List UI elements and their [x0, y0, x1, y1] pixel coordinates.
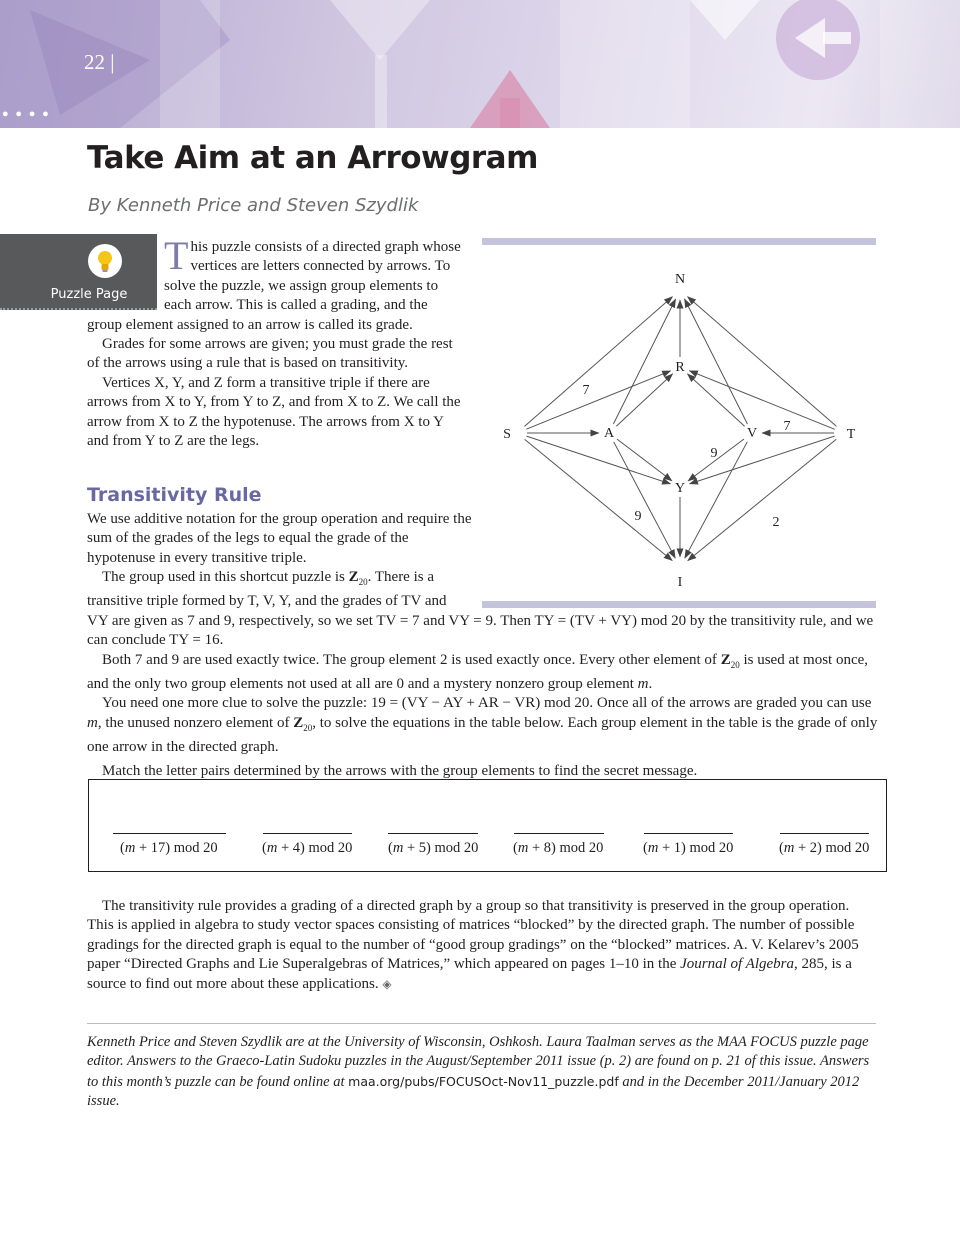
- edge-S-R: [526, 371, 670, 429]
- graph-vertices: [503, 272, 856, 590]
- applications-paragraph: The transitivity rule provides a grading of a directed graph by a group so that transitivity is preserved in the group operation. This is applied in algebra to study vector spaces consisting of matrices “blocked” by the directed graph. The number of possible gradings for the directed graph is equal to the number of “good group gradings” on the “blocked” matrices. A. V. Kelarev’s 2005 paper “Directed Graphs and Lie Superalgebras of Matrices,” which appeared on pages 1–10 in the Journal of Algebra, 285, is a source to find out more about these applications. ◈: [87, 898, 859, 992]
- additive-paragraph: We use additive notation for the group operation and require the sum of the grades of the legs to equal the grade of the hypotenuse in every transitive triple.: [87, 511, 472, 566]
- grades-paragraph: Grades for some arrows are given; you must grade the rest of the arrows using a rule that is based on transitivity.: [87, 336, 453, 372]
- intro-section: [87, 233, 464, 451]
- edge-S-Y: [527, 436, 671, 484]
- grade-labels: [583, 383, 791, 530]
- edge-S-I: [525, 439, 673, 560]
- grade-label: 2: [772, 515, 780, 530]
- edge-S-N: [525, 297, 673, 427]
- edge-A-I: [614, 442, 676, 558]
- mouse-icon: ◈: [382, 976, 392, 991]
- figure-top-rule: [482, 238, 876, 245]
- vertex-R: R: [675, 360, 685, 375]
- answer-blank[interactable]: [263, 833, 352, 834]
- answer-blank[interactable]: [113, 833, 226, 834]
- grade-label: 9: [710, 446, 718, 461]
- vertex-I: I: [677, 575, 683, 590]
- puzzle-page-label: Puzzle Page: [50, 287, 128, 302]
- vertices-paragraph: Vertices X, Y, and Z form a transitive triple if there are arrows from X to Y, from Y to Z, and from X to Z. We call the arrow from X to Z the hypotenuse. The arrows from X to Y and from Y to Z are the legs.: [87, 374, 461, 450]
- group-paragraph: The group used in this shortcut puzzle is $Z_{20}$. There is a transitive triple formed by T, V, Y, and the grades of TV and VY are given as 7 and 9, respectively, so we set TV = 7 and VY = 9. Then TY = (TV + VY) mod 20 by the transitivity rule, and we can conclude TY = 16.: [87, 569, 874, 649]
- vertex-A: A: [603, 426, 615, 441]
- drop-cap: T: [164, 233, 189, 278]
- answer-equation: (m + 17) mod 20: [120, 840, 218, 856]
- edge-T-N: [688, 297, 837, 427]
- grade-label: 9: [634, 509, 642, 524]
- applications-section: [87, 897, 879, 994]
- answer-blank[interactable]: [388, 833, 478, 834]
- edge-A-Y: [617, 439, 672, 481]
- vertex-N: N: [674, 272, 686, 287]
- tab-spacer: [87, 238, 164, 313]
- answer-equation: (m + 1) mod 20: [643, 840, 734, 856]
- edge-A-N: [613, 299, 675, 424]
- clue-paragraph: You need one more clue to solve the puzzle: 19 = (VY − AY + AR − VR) mod 20. Once all of the arrows are graded you can use m, the unused nonzero element of $Z_{20}$, to solve the equations in the table below. Each group element in the table is the grade of only one arrow in the directed graph.: [87, 695, 878, 756]
- byline: By Kenneth Price and Steven Szydlik: [88, 195, 419, 216]
- banner-arrow-graphics: [0, 0, 960, 128]
- answer-equation: (m + 8) mod 20: [513, 840, 604, 856]
- arrowgram-graph: [482, 245, 876, 602]
- figure-bottom-rule: [482, 601, 876, 608]
- edge-V-N: [685, 299, 748, 424]
- vertex-T: T: [846, 427, 856, 442]
- footer-url[interactable]: maa.org/pubs/FOCUSOct-Nov11_puzzle.pdf: [348, 1073, 619, 1089]
- header-banner: [0, 0, 960, 128]
- vertex-S: S: [503, 427, 511, 442]
- grade-label: 7: [582, 383, 590, 398]
- secret-message-box: [88, 779, 887, 872]
- vertex-V: V: [746, 426, 758, 441]
- footer-divider: [87, 1023, 876, 1024]
- footer-note: Kenneth Price and Steven Szydlik are at the University of Wisconsin, Oshkosh. Laura Taalman serves as the MAA FOCUS puzzle page editor. Answers to the Graeco-Latin Sudoku puzzles in the August/September 2011 issue (p. 2) are found on p. 21 of this issue. Answers to this month’s puzzle can be found online at maa.org/pubs/FOCUSOct-Nov11_puzzle.pdf and in the December 2011/January 2012 issue.: [87, 1034, 870, 1109]
- usage-paragraph: Both 7 and 9 are used exactly twice. The group element 2 is used exactly once. Every other element of $Z_{20}$ is used at most once, and the only two group elements not used at all are 0 and a mystery nonzero group element m.: [87, 651, 869, 693]
- grade-label: 7: [783, 419, 791, 434]
- answer-blank[interactable]: [514, 833, 604, 834]
- vertex-Y: Y: [674, 481, 686, 496]
- answer-equation: (m + 2) mod 20: [779, 840, 870, 856]
- answer-blank[interactable]: [780, 833, 869, 834]
- answer-equation: (m + 4) mod 20: [262, 840, 353, 856]
- intro-paragraph: This puzzle consists of a directed graph whose vertices are letters connected by arrows. To solve the puzzle, we assign group elements to each arrow. This is called a grading, and the group element assigned to an arrow is called its grade.: [87, 233, 461, 333]
- banner-dots: ● ● ● ●: [2, 108, 51, 120]
- answer-blank[interactable]: [644, 833, 733, 834]
- section-heading: Transitivity Rule: [87, 484, 262, 506]
- article-title: Take Aim at an Arrowgram: [87, 140, 538, 176]
- edge-T-R: [689, 371, 834, 430]
- match-instruction: Match the letter pairs determined by the arrows with the group elements to find the secret message.: [102, 763, 698, 779]
- answer-equation: (m + 5) mod 20: [388, 840, 479, 856]
- page-number: 22 |: [84, 50, 115, 74]
- transitivity-section: [87, 510, 472, 568]
